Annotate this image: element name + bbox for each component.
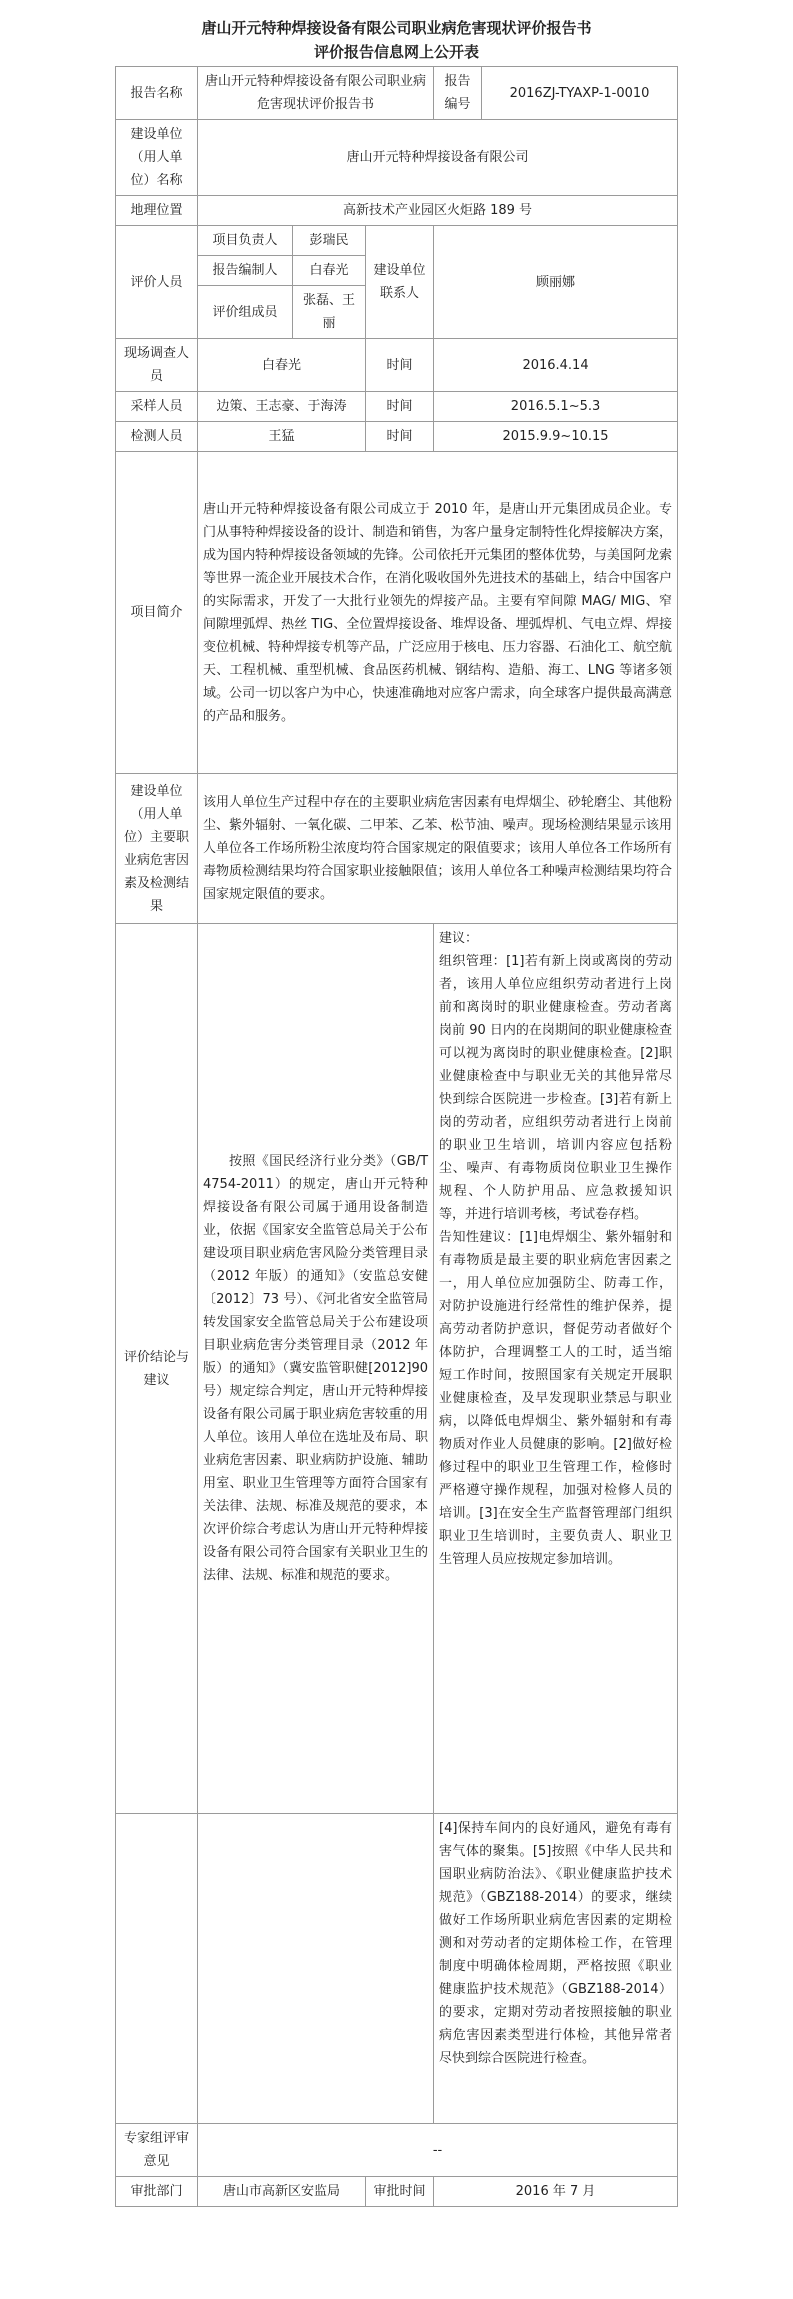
testing-label: 检测人员 bbox=[116, 422, 198, 452]
row-hazards bbox=[116, 774, 678, 924]
project-lead-value: 彭瑞民 bbox=[293, 226, 366, 256]
row-evaluators-1 bbox=[116, 226, 678, 256]
blank-conclusion-cell bbox=[198, 1814, 434, 2124]
page-title bbox=[0, 16, 793, 64]
employer-value: 唐山开元特种焊接设备有限公司 bbox=[198, 120, 678, 196]
location-label: 地理位置 bbox=[116, 196, 198, 226]
sampling-label: 采样人员 bbox=[116, 392, 198, 422]
row-expert-review bbox=[116, 2124, 678, 2177]
testing-time-label: 时间 bbox=[366, 422, 434, 452]
row-location bbox=[116, 196, 678, 226]
site-survey-label: 现场调查人员 bbox=[116, 339, 198, 392]
row-employer bbox=[116, 120, 678, 196]
row-suggestions-continued bbox=[116, 1814, 678, 2124]
title-line-1: 唐山开元特种焊接设备有限公司职业病危害现状评价报告书 bbox=[201, 19, 592, 37]
suggestions-text-1: 建议： 组织管理：[1]若有新上岗或离岗的劳动者，该用人单位应组织劳动者进行上岗前和离岗时的职业健康检查。劳动者离岗前 90 日内的在岗期间的职业健康检查可以视为离岗时的职业健康检查。[2]职业健康检查中与职业无关的其他异常尽快到综合医院进一步检查。[3]若有新上岗的劳动者，应组织劳动者进行上岗前的职业卫生培训，培训内容应包括粉尘、噪声、有毒物质岗位职业卫生操作规程、个人防护用品、应急救援知识等，并进行培训考核，考试卷存档。 告知性建议：[1]电焊烟尘、紫外辐射和有毒物质是最主要的职业病危害因素之一，用人单位应加强防尘、防毒工作，对防护设施进行经常性的维护保养，提高劳动者防护意识，督促劳动者做好个体防护，合理调整工人的工时，适当缩短工作时间，按照国家有关规定开展职业健康检查，及早发现职业禁忌与职业病，以降低电焊烟尘、紫外辐射和有毒物质对作业人员健康的影响。[2]做好检修过程中的职业卫生管理工作，检修时严格遵守操作规程，加强对检修人员的培训。[3]在安全生产监督管理部门组织职业卫生培训时，主要负责人、职业卫生管理人员应按规定参加培训。 bbox=[434, 924, 678, 1814]
report-name-label: 报告名称 bbox=[116, 67, 198, 120]
team-members-label: 评价组成员 bbox=[198, 286, 293, 339]
employer-label: 建设单位（用人单位）名称 bbox=[116, 120, 198, 196]
row-conclusion bbox=[116, 924, 678, 1814]
contact-value: 顾丽娜 bbox=[434, 226, 678, 339]
conclusion-label: 评价结论与建议 bbox=[116, 924, 198, 1814]
row-site-survey bbox=[116, 339, 678, 392]
report-name-value: 唐山开元特种焊接设备有限公司职业病危害现状评价报告书 bbox=[198, 67, 434, 120]
sampling-time-label: 时间 bbox=[366, 392, 434, 422]
approval-time-value: 2016 年 7 月 bbox=[434, 2177, 678, 2207]
testing-value: 王猛 bbox=[198, 422, 366, 452]
report-writer-label: 报告编制人 bbox=[198, 256, 293, 286]
site-survey-time-value: 2016.4.14 bbox=[434, 339, 678, 392]
blank-label-cell bbox=[116, 1814, 198, 2124]
site-survey-value: 白春光 bbox=[198, 339, 366, 392]
evaluators-label: 评价人员 bbox=[116, 226, 198, 339]
approval-dept-value: 唐山市高新区安监局 bbox=[198, 2177, 366, 2207]
row-testing bbox=[116, 422, 678, 452]
suggestions-text-2: [4]保持车间内的良好通风，避免有毒有害气体的聚集。[5]按照《中华人民共和国职业病防治法》、《职业健康监护技术规范》（GBZ188-2014）的要求，继续做好工作场所职业病危害因素的定期检测和对劳动者的定期体检工作，在管理制度中明确体检周期，严格按照《职业健康监护技术规范》（GBZ188-2014）的要求，定期对劳动者按照接触的职业病危害因素类型进行体检，其他异常者尽快到综合医院进行检查。 bbox=[434, 1814, 678, 2124]
row-approval bbox=[116, 2177, 678, 2207]
expert-review-value: -- bbox=[198, 2124, 678, 2177]
expert-review-label: 专家组评审意见 bbox=[116, 2124, 198, 2177]
hazards-text: 该用人单位生产过程中存在的主要职业病危害因素有电焊烟尘、砂轮磨尘、其他粉尘、紫外辐射、一氧化碳、二甲苯、乙苯、松节油、噪声。现场检测结果显示该用人单位各工作场所粉尘浓度均符合国家规定的限值要求；该用人单位各工作场所有毒物质检测结果均符合国家职业接触限值；该用人单位各工种噪声检测结果均符合国家规定限值的要求。 bbox=[198, 774, 678, 924]
contact-label: 建设单位联系人 bbox=[366, 226, 434, 339]
row-report-name bbox=[116, 67, 678, 120]
sampling-value: 边策、王志豪、于海涛 bbox=[198, 392, 366, 422]
report-number-value: 2016ZJ-TYAXP-1-0010 bbox=[482, 67, 678, 120]
disclosure-table bbox=[115, 66, 678, 2207]
row-project-intro bbox=[116, 452, 678, 774]
testing-time-value: 2015.9.9~10.15 bbox=[434, 422, 678, 452]
title-line-2: 评价报告信息网上公开表 bbox=[313, 43, 479, 61]
approval-time-label: 审批时间 bbox=[366, 2177, 434, 2207]
report-writer-value: 白春光 bbox=[293, 256, 366, 286]
conclusion-text: 按照《国民经济行业分类》（GB/T4754-2011）的规定，唐山开元特种焊接设备有限公司属于通用设备制造业，依据《国家安全监管总局关于公布建设项目职业病危害风险分类管理目录（2012 年版）的通知》（安监总安健〔2012〕73 号）、《河北省安全监管局转发国家安全监管总局关于公布建设项目职业病危害分类管理目录（2012 年版）的通知》（冀安监管职健[2012]90 号）规定综合判定，唐山开元特种焊接设备有限公司属于职业病危害较重的用人单位。该用人单位在选址及布局、职业病危害因素、职业病防护设施、辅助用室、职业卫生管理等方面符合国家有关法律、法规、标准及规范的要求，本次评价综合考虑认为唐山开元特种焊接设备有限公司符合国家有关职业卫生的法律、法规、标准和规范的要求。 bbox=[198, 924, 434, 1814]
approval-dept-label: 审批部门 bbox=[116, 2177, 198, 2207]
sampling-time-value: 2016.5.1~5.3 bbox=[434, 392, 678, 422]
project-intro-label: 项目简介 bbox=[116, 452, 198, 774]
project-intro-text: 唐山开元特种焊接设备有限公司成立于 2010 年，是唐山开元集团成员企业。专门从事特种焊接设备的设计、制造和销售，为客户量身定制特性化焊接解决方案，成为国内特种焊接设备领域的先锋。公司依托开元集团的整体优势，与美国阿龙索等世界一流企业开展技术合作，在消化吸收国外先进技术的基础上，结合中国客户的实际需求，开发了一大批行业领先的焊接产品。主要有窄间隙 MAG/ MIG、窄间隙埋弧焊、热丝 TIG、全位置焊接设备、堆焊设备、埋弧焊机、气电立焊、焊接变位机械、特种焊接专机等产品，广泛应用于核电、压力容器、石油化工、航空航天、工程机械、重型机械、食品医药机械、钢结构、造船、海工、LNG 等诸多领域。公司一切以客户为中心，快速准确地对应客户需求，向全球客户提供最高满意的产品和服务。 bbox=[198, 452, 678, 774]
team-members-value: 张磊、王丽 bbox=[293, 286, 366, 339]
project-lead-label: 项目负责人 bbox=[198, 226, 293, 256]
hazards-label: 建设单位（用人单位）主要职业病危害因素及检测结果 bbox=[116, 774, 198, 924]
location-value: 高新技术产业园区火炬路 189 号 bbox=[198, 196, 678, 226]
report-number-label: 报告编号 bbox=[434, 67, 482, 120]
site-survey-time-label: 时间 bbox=[366, 339, 434, 392]
row-sampling bbox=[116, 392, 678, 422]
